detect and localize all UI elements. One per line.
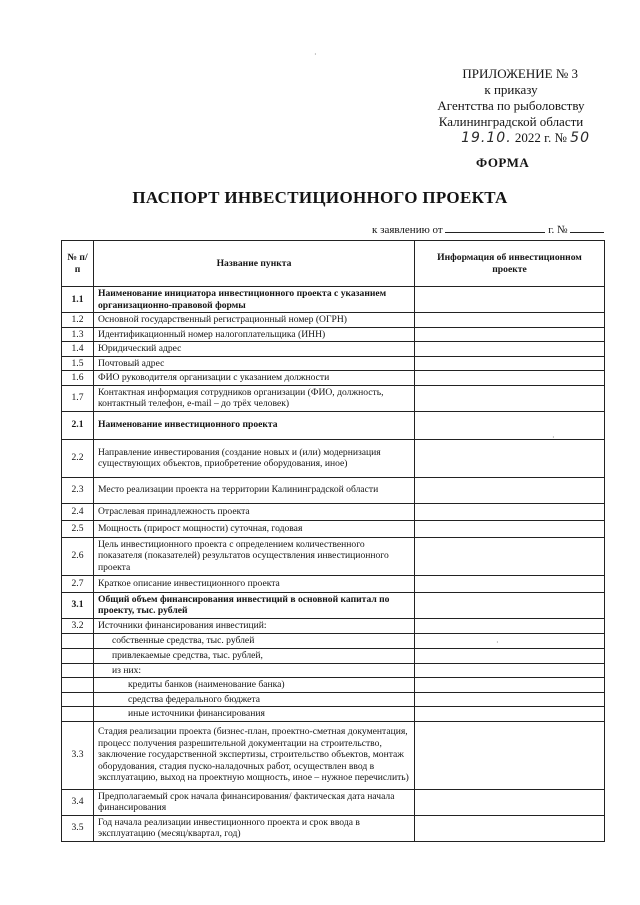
- row-item-name: собственные средства, тыс. рублей: [94, 633, 415, 648]
- table-row: [62, 287, 605, 313]
- row-number: [62, 678, 94, 693]
- row-info-cell[interactable]: [415, 411, 605, 439]
- row-item-name: Наименование инвестиционного проекта: [94, 411, 415, 439]
- form-label: ФОРМА: [476, 155, 530, 170]
- table-row: [62, 618, 605, 633]
- appendix-number: ПРИЛОЖЕНИЕ № 3: [462, 66, 578, 81]
- table-row: [62, 789, 605, 815]
- row-info-cell[interactable]: [415, 477, 605, 503]
- statement-line: [372, 222, 604, 236]
- row-info-cell[interactable]: [415, 537, 605, 575]
- document-title: ПАСПОРТ ИНВЕСТИЦИОННОГО ПРОЕКТА: [132, 188, 508, 207]
- row-item-name: Место реализации проекта на территории Калининградской области: [94, 477, 415, 503]
- row-info-cell[interactable]: [415, 592, 605, 618]
- row-info-cell[interactable]: [415, 371, 605, 386]
- row-number: 1.1: [62, 287, 94, 313]
- row-number: 2.3: [62, 477, 94, 503]
- row-item-name: Общий объем финансирования инвестиций в основной капитал по проекту, тыс. рублей: [94, 592, 415, 618]
- table-row: [62, 477, 605, 503]
- row-number: [62, 692, 94, 707]
- row-number: 2.5: [62, 520, 94, 537]
- row-info-cell[interactable]: [415, 520, 605, 537]
- row-number: 3.5: [62, 815, 94, 841]
- table-row: [62, 356, 605, 371]
- table-row: [62, 648, 605, 663]
- row-info-cell[interactable]: [415, 575, 605, 592]
- row-number: 3.3: [62, 721, 94, 789]
- row-info-cell[interactable]: [415, 313, 605, 328]
- row-number: 2.1: [62, 411, 94, 439]
- order-year-label: 2022 г. №: [514, 130, 567, 145]
- agency-line-2: Калининградской области: [438, 114, 584, 129]
- header-num: № п/п: [62, 241, 94, 287]
- row-info-cell[interactable]: [415, 503, 605, 520]
- order-date-line: [426, 130, 596, 146]
- row-info-cell[interactable]: [415, 663, 605, 678]
- row-number: [62, 648, 94, 663]
- row-item-name: Предполагаемый срок начала финансирования/ фактическая дата начала финансирования: [94, 789, 415, 815]
- row-number: [62, 633, 94, 648]
- row-item-name: Источники финансирования инвестиций:: [94, 618, 415, 633]
- row-info-cell[interactable]: [415, 633, 605, 648]
- row-item-name: привлекаемые средства, тыс. рублей,: [94, 648, 415, 663]
- table-row: [62, 633, 605, 648]
- row-info-cell[interactable]: [415, 342, 605, 357]
- statement-number-blank: [570, 222, 604, 233]
- table-row: [62, 592, 605, 618]
- table-body: [62, 287, 605, 842]
- header-name: Название пункта: [94, 241, 415, 287]
- row-info-cell[interactable]: [415, 707, 605, 722]
- row-info-cell[interactable]: [415, 327, 605, 342]
- header-info: Информация об инвестиционном проекте: [415, 241, 605, 287]
- table-row: [62, 692, 605, 707]
- row-item-name: Контактная информация сотрудников организации (ФИО, должность, контактный телефон, e-mail – до трёх человек): [94, 385, 415, 411]
- row-info-cell[interactable]: [415, 789, 605, 815]
- table-row: [62, 815, 605, 841]
- row-info-cell[interactable]: [415, 356, 605, 371]
- row-number: 1.4: [62, 342, 94, 357]
- table-row: [62, 327, 605, 342]
- table-row: [62, 721, 605, 789]
- row-number: 2.4: [62, 503, 94, 520]
- row-item-name: Краткое описание инвестиционного проекта: [94, 575, 415, 592]
- header-row: [62, 241, 605, 287]
- row-info-cell[interactable]: [415, 692, 605, 707]
- row-info-cell[interactable]: [415, 287, 605, 313]
- table-row: [62, 575, 605, 592]
- row-item-name: Основной государственный регистрационный номер (ОГРН): [94, 313, 415, 328]
- row-number: 1.3: [62, 327, 94, 342]
- agency-line-1: Агентства по рыболовству: [437, 98, 585, 113]
- table-row: [62, 385, 605, 411]
- scan-speck: ·: [552, 433, 555, 442]
- row-item-name: Юридический адрес: [94, 342, 415, 357]
- passport-table: [61, 240, 605, 842]
- row-item-name: Идентификационный номер налогоплательщика (ИНН): [94, 327, 415, 342]
- scan-speck: ·: [496, 638, 499, 647]
- row-item-name: Стадия реализации проекта (бизнес-план, проектно-сметная документация, процесс получения разрешительной документации на строительство, заключение государственной экспертизы, строительство объектов, монтаж оборудования, стадия пуско-наладочных работ, осуществлен ввод в эксплуатацию, выход на проектную мощность, иное – нужное перечислить): [94, 721, 415, 789]
- row-item-name: Отраслевая принадлежность проекта: [94, 503, 415, 520]
- table-row: [62, 707, 605, 722]
- handwritten-order-number: 50: [570, 130, 590, 146]
- row-item-name: иные источники финансирования: [94, 707, 415, 722]
- table-row: [62, 411, 605, 439]
- row-item-name: из них:: [94, 663, 415, 678]
- row-item-name: Мощность (прирост мощности) суточная, годовая: [94, 520, 415, 537]
- table-row: [62, 439, 605, 477]
- table-row: [62, 371, 605, 386]
- table-row: [62, 313, 605, 328]
- table-row: [62, 520, 605, 537]
- row-info-cell[interactable]: [415, 648, 605, 663]
- row-info-cell[interactable]: [415, 678, 605, 693]
- row-number: 1.2: [62, 313, 94, 328]
- row-number: 1.6: [62, 371, 94, 386]
- row-number: 2.7: [62, 575, 94, 592]
- row-item-name: средства федерального бюджета: [94, 692, 415, 707]
- row-info-cell[interactable]: [415, 439, 605, 477]
- row-number: 3.1: [62, 592, 94, 618]
- to-order-line: к приказу: [484, 82, 538, 97]
- table-row: [62, 503, 605, 520]
- row-number: 3.2: [62, 618, 94, 633]
- handwritten-date: 19.10.: [461, 130, 512, 146]
- statement-prefix: к заявлению от: [372, 224, 443, 236]
- row-info-cell[interactable]: [415, 618, 605, 633]
- table-row: [62, 342, 605, 357]
- statement-date-blank: [445, 222, 545, 233]
- row-item-name: кредиты банков (наименование банка): [94, 678, 415, 693]
- row-item-name: Цель инвестиционного проекта с определением количественного показателя (показателей) результатов осуществления инвестиционного проекта: [94, 537, 415, 575]
- table-row: [62, 663, 605, 678]
- row-info-cell[interactable]: [415, 385, 605, 411]
- row-item-name: Наименование инициатора инвестиционного проекта с указанием организационно-правовой формы: [94, 287, 415, 313]
- statement-year: г. №: [548, 224, 568, 236]
- row-item-name: Год начала реализации инвестиционного проекта и срок ввода в эксплуатацию (месяц/квартал, год): [94, 815, 415, 841]
- table-row: [62, 537, 605, 575]
- scan-speck: ·: [314, 50, 317, 59]
- table-row: [62, 678, 605, 693]
- approval-stamp: [426, 66, 596, 146]
- row-number: [62, 707, 94, 722]
- row-number: 3.4: [62, 789, 94, 815]
- row-item-name: ФИО руководителя организации с указанием должности: [94, 371, 415, 386]
- row-number: [62, 663, 94, 678]
- row-info-cell[interactable]: [415, 815, 605, 841]
- row-item-name: Направление инвестирования (создание новых и (или) модернизация существующих объектов, приобретение оборудования, иное): [94, 439, 415, 477]
- row-info-cell[interactable]: [415, 721, 605, 789]
- row-number: 2.2: [62, 439, 94, 477]
- row-number: 1.5: [62, 356, 94, 371]
- row-number: 1.7: [62, 385, 94, 411]
- row-number: 2.6: [62, 537, 94, 575]
- row-item-name: Почтовый адрес: [94, 356, 415, 371]
